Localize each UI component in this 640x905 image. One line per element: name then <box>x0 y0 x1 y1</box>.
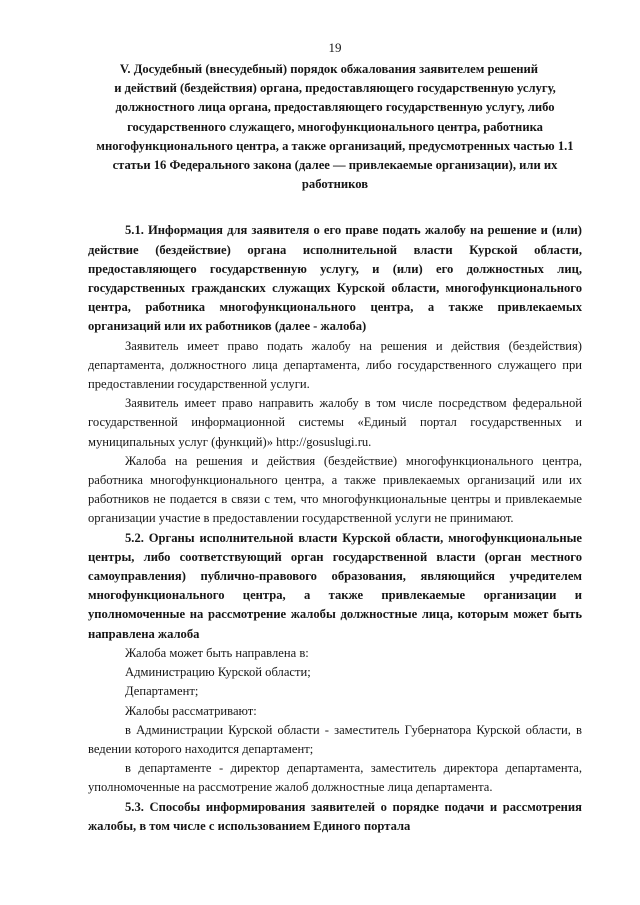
section-title-line1: V. Досудебный (внесудебный) порядок обжалования заявителем решений <box>119 62 539 76</box>
paragraph-right-to-complain: Заявитель имеет право подать жалобу на решения и действия (бездействия) департамента, должностного лица департамента, либо государственного служащего при предоставлении государственной услуги. <box>88 338 582 392</box>
heading-5-3: 5.3. Способы информирования заявителей о порядке подачи и рассмотрения жалобы, в том числе с использованием Единого портала <box>88 799 582 833</box>
document-body <box>88 221 582 836</box>
page-number: 19 <box>328 40 342 55</box>
list-item-department: Департамент; <box>125 684 199 699</box>
paragraph-portal-complaint: Заявитель имеет право направить жалобу в том числе посредством федеральной государственной информационной системы «Единый портал государственных и муниципальных услуг (функций)» http://gosuslugi.ru. <box>88 396 582 449</box>
list-item-administration: Администрацию Курской области; <box>125 665 311 680</box>
section-gap <box>88 194 582 221</box>
paragraph-administration-officer: в Администрации Курской области - заместитель Губернатора Курской области, в ведении которого находится департамент; <box>88 722 582 756</box>
section-title-rest: и действий (бездействия) органа, предоставляющего государственную услугу, должностного лица органа, предоставляющего государственную услугу, либо государственного служащего, многофункционального центра, работника многофункционального центра, а также организаций, предусмотренных частью 1.1 статьи 16 Федерального закона (далее — привлекаемые организации), или их работников <box>96 81 574 192</box>
heading-5-2: 5.2. Органы исполнительной власти Курской области, многофункциональные центры, либо соответствующий орган государственной власти (орган местного самоуправления) публично-правового образования, являющийся учредителем многофункционального центра, а также привлекаемые организации и уполномоченные на рассмотрение жалобы должностные лица, которым может быть направлена жалоба <box>88 530 582 641</box>
paragraph-considered-by: Жалобы рассматривают: <box>125 703 257 718</box>
paragraph-may-be-sent: Жалоба может быть направлена в: <box>125 645 309 660</box>
heading-5-1: 5.1. Информация для заявителя о его праве подать жалобу на решение и (или) действие (бездействие) органа исполнительной власти Курской области, предоставляющего государственную услугу, и (или) его должностных лиц, государственных гражданских служащих Курской области, многофункционального центра, работника многофункционального центра, а также привлекаемых организаций или их работников (далее - жалоба) <box>88 223 582 334</box>
paragraph-mfc-complaint: Жалоба на решения и действия (бездействие) многофункционального центра, работника многофункционального центра, а также привлекаемых организаций или их работников не подается в связи с тем, что многофункциональные центры и привлекаемые организации участие в предоставлении государственной услуги не принимают. <box>88 453 582 526</box>
section-title <box>88 60 582 194</box>
paragraph-department-officers: в департаменте - директор департамента, заместитель директора департамента, уполномоченные на рассмотрение жалоб должностные лица департамента. <box>88 761 582 795</box>
